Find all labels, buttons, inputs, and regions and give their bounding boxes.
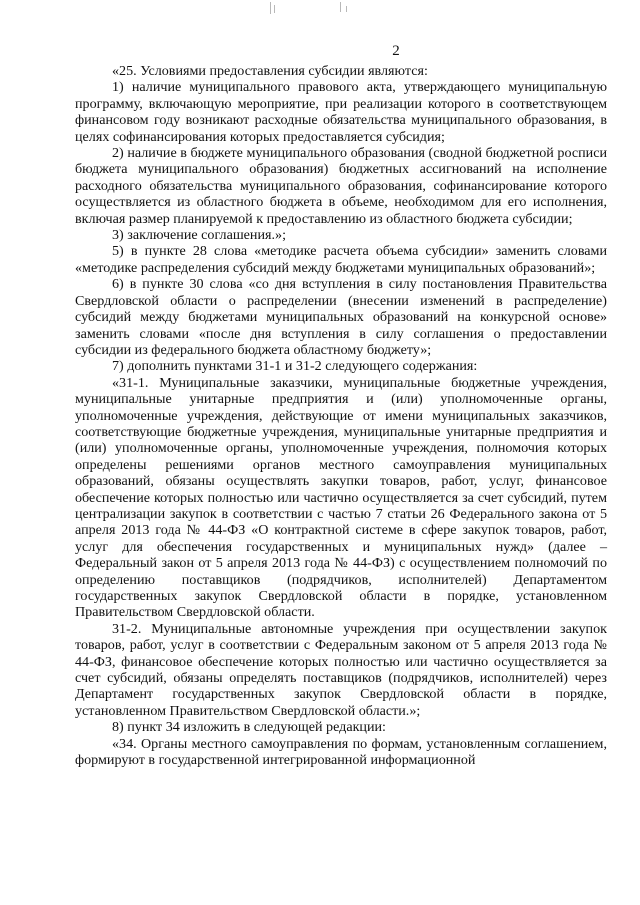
paragraph: 7) дополнить пунктами 31-1 и 31-2 следующего содержания: (112, 358, 478, 375)
paragraph: 6) в пункте 30 слова «со дня вступления в силу постановления Правительства Свердловской области о распределении (внесении изменений в распределение) субсидий между бюджетами муниципальных образований на конкурсной основе» заменить словами «после дня вступления в силу соглашения о предоставлении субсидии из федерального бюджета областному бюджету»; (75, 276, 607, 358)
paragraph: 2) наличие в бюджете муниципального образования (сводной бюджетной росписи бюджета муниципального образования) бюджетных ассигнований на исполнение расходного обязательства муниципального образования, софинансирование которого осуществляется из областного бюджета в объеме, необходимом для его исполнения, включая размер планируемой к предоставлению из областного бюджета субсидии; (75, 145, 607, 227)
document-body (75, 63, 607, 768)
paragraph: «25. Условиями предоставления субсидии являются: (112, 63, 428, 79)
paragraph: 31-2. Муниципальные автономные учреждения при осуществлении закупок товаров, работ, услуг в соответствии с Федеральным законом от 5 апреля 2013 года № 44-ФЗ, финансовое обеспечение которых полностью или частично осуществляется за счет субсидий, обязаны определять поставщиков (подрядчиков, исполнителей) через Департамент государственных закупок Свердловской области в порядке, установленном Правительством Свердловской области.»; (75, 620, 607, 719)
paragraph: 5) в пункте 28 слова «методике расчета объема субсидии» заменить словами «методике распределения субсидий между бюджетами муниципальных образований»; (75, 243, 607, 276)
paragraph: 3) заключение соглашения.»; (112, 227, 286, 244)
paragraph: 8) пункт 34 изложить в следующей редакции: (112, 719, 386, 736)
page-number: 2 (392, 43, 400, 59)
paragraph: 1) наличие муниципального правового акта, утверждающего муниципальную программу, включающую мероприятие, при реализации которого в соответствующем финансовом году возникают расходные обязательства муниципального образования, в целях софинансирования которых предоставляется субсидия; (75, 79, 607, 145)
paragraph: «34. Органы местного самоуправления по формам, установленным соглашением, формируют в государственной интегрированной информационной (75, 735, 607, 769)
scan-artifact (262, 2, 382, 16)
paragraph: «31-1. Муниципальные заказчики, муниципальные бюджетные учреждения, муниципальные унитарные предприятия и (или) уполномоченные органы, уполномоченные учреждения, действующие от имени муниципальных заказчиков, соответствующие бюджетные учреждения, муниципальные унитарные предприятия и (или) уполномоченные органы, уполномоченные учреждения, полномочия которых определены решениями органов местного самоуправления муниципальных образований, обязаны осуществлять закупки товаров, работ, услуг, финансовое обеспечение которых полностью или частично осуществляется за счет субсидий, путем централизации закупок в соответствии с частью 7 статьи 26 Федерального закона от 5 апреля 2013 года № 44-ФЗ «О контрактной системе в сфере закупок товаров, работ, услуг для обеспечения государственных и муниципальных нужд» (далее – Федеральный закон от 5 апреля 2013 года № 44-ФЗ) с осуществлением полномочий по определению поставщиков (подрядчиков, исполнителей) Департаментом государственных закупок Свердловской области в порядке, установленном Правительством Свердловской области. (75, 374, 607, 621)
